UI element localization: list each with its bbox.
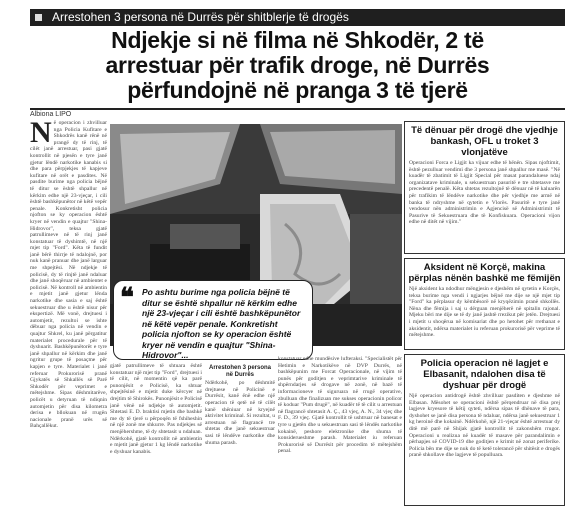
sidebar-story-elbasan (404, 354, 565, 506)
article-column-2: gjatë patrullimeve të shtuara është konstatuar një mjet tip "Ford", drejtuesi i të cilit, në momentin që ka parë punonjësit e Policisë, ka shtuar shpejtësinë e mjetit duke kërcyer në drejtim të Shirokës. Punonjësit e Policisë janë vënë në ndjekje të automjetit. Shtetasi E. D. braktisi mjetin dhe bashkë me dy të tjerë u përpoqën të fshiheshin në një zonë me shkurre. Pas ndjekjes së menjëhershme, të dy shtetasit u ndaluan. Ndërkohë, gjatë kontrollit në ambientin e mjetit janë gjetur 1 kg lëndë narkotike e dyshuar kanabis. (110, 363, 202, 455)
article-column-3 (205, 363, 275, 506)
headline (30, 28, 565, 106)
pull-quote-text: Po ashtu burime nga policia bëjnë të ditur se është shpallur në kërkim edhe një 23-vjeçar i cili është bashkëpunëtor në këtë vepër penale. Konkretisht policia njofton se ky operacion është kryer në vendin e quajtur "Shina-Hidrovor"... (142, 287, 301, 360)
headline-line: përfundojnë në pranga 3 të tjerë (127, 77, 468, 103)
article-text: Ndërkohë, po dëshmitë drejtuese në Policinë e Durrësit, kanë ënë edhe një operacion të qetë në të cilët kanë shëniuar në kryejnë aktivitet kriminal. Si rezultat, u arrestuan në flagrancë tre shtetas dhe janë sekuestruar sasi të lëndëve narkotike dhe shuma parash. (205, 380, 275, 446)
bullet-square-icon (35, 14, 42, 21)
byline: Albiona LIPO (30, 111, 72, 118)
sidebar-story-title: Aksident në Korçë, makina përplas nënën bashkë me fëmijën (408, 262, 561, 284)
sidebar-story-body: Operacioni Forca e Ligjit ka vijuar edhe të hënën. Sipas njoftimit, është pezulluar vendimi dhe 3 persona janë shpallur me masë. "Në kuadër të zbatimit të Ligjit Special për masat parandaluese ndaj organizatave kriminale, u sekuestruan pasuritë e tre shtetasve me precedentë penalë. Këta shtetas rezultojnë të dënuar në të kaluarën për trafikim të lëndëve narkotike dhe për vjedhje me armë në banka të ndryshme në qytetin e Vlorës. Pasuritë e tyre janë vendosur nën administrimin e Agjencisë së Administrimit të Pasurive të Sekuestruara dhe të Konfiskuara. Operacioni vijon edhe në ditët në vijim." (409, 160, 560, 226)
article-text: ë operacion i zhvilluar nga Policia Kufitare e Shkodrës kanë rënë në prangë dy të rinj, të cilët janë arrestuar, pasi gjatë kontrollit në pjesën e tyre janë gjetur lëndë narkotike kanabis si dhe para përpjekjes të kapjeve kufitare në orët e pasdites. Në pasdite burime nga policia bëjnë të ditur se është shpallur në kërkim edhe një 23-vjeçar, i cili është bashkëpunëtor në këtë vepër penale. Konkretisht policia njofton se ky operacion është kryer në vendin e quajtur "Shina-Hidrovor", teksa gjatë patrullimeve në të rinj janë konstatuar të dyshimtë, në një mjet tip "Ford". Këta të fundit janë bërë thirrje të ndalojnë, por nuk kanë pranuar dhe janë larguar me shpejtësi. Në ndjekje të policisë, dy të rinjtë janë ndaluar dhe janë shoqëruar në ambientet e policisë. Në kontroll në ambientin e mjetit janë gjetur lënda narkotike dhe sasia e saj është sekuestruar dhe u është nisur për ekspertizë. Më vonë, drejtuesi i automjetit, rezultoi se ishte dëbuar nga policia në vendin e quajtur Shkrel, ku janë përgatitur materialet procedurale për të dyshuarit. Bashkëpunëtorët e tyre janë shpallur në kërkim dhe janë ngritur grupe të posaçme për kapjen e tyre. Materialet i janë referuar Prokurorisë pranë Gjykatës së Shkallës së Parë Shkodër për veprimet e mëtejshme. Sipas dëshmitarëve, policët u detyruan të ndiqnin automjetin për disa kilometra derisa e bllokuan në rrugën nacionale pranë urës së Bahçallëkut. (30, 120, 107, 430)
kicker-text: Arrestohen 3 persona në Durrës për shitblerje të drogës (52, 10, 349, 24)
pull-quote (113, 280, 313, 360)
headline-rule (30, 108, 565, 110)
sidebar-story-vlore (404, 121, 565, 254)
sidebar-story-korce (404, 258, 565, 350)
sidebar-story-body: Një operacion antidrogë është zhvilluar pasditen e djeshme në Elbasan. Mësohet se operacioni është përqendruar në disa prej lagjeve kryesore të këtij qyteti, ndërsa sipas të dhënave të para, dyshohet se janë disa persona të ndaluar, ndërsa janë sekuestruar 1 kg heroinë dhe kokainë. Ndërkohë, një 21-vjeçar është arrestuar dy ditë më parë në Shijak gjatë kontrollit të zakonshëm rrugor. Operacioni u realizua në kuadër të masave për parandalimin e përhapjes së COVID-19 dhe goditjen e krimit në zonat periferike. Policia bën me dije se nuk do të ketë tolerancë për shitësit e drogës pranë shkollave dhe lagjeve të populluara. (409, 393, 560, 459)
kicker-bar (30, 9, 565, 26)
article-column-4: konstatuar edhe mundësive lufteraksi. "Specialistët për Hetimin e Narkotikëve në DVP Durrës, në bashkëpunim me Forcat Operacionale, në vijim të punës për goditjen e veprimtarive kriminale të shpërndarjes së drogave në zonë, në bazë të informacioneve të siguruara në rrugë operative, zbulluan dhe finalizuan me sukses operacionin policor të koduar "Pum drugë", në kuadër të të cilit u arrestuan në flagrancë shtetasit A. Ç., 43 vjeç, A. N., 34 vjeç dhe F. D., 39 vjeç. Gjatë kontrollit të ushtruar në banesat e tyre u gjetën dhe u sekuestruan sasi të lëndës narkotike kokainë, peshore elektronike dhe shuma të konsiderueshme parash. Materialet iu referuan Prokurorisë së Durrësit për procedim të mëtejshëm penal. (278, 356, 402, 455)
headline-line: arrestuar për trafik droge, në Durrës (105, 52, 490, 78)
sidebar-story-title: Policia operacion në lagjet e Elbasanit, ndalohen disa të dyshuar për drogë (420, 358, 549, 391)
article-column-1 (30, 120, 107, 506)
quote-icon: ❝ (120, 282, 134, 312)
headline-line: Ndjekje si në filma në Shkodër, 2 të (111, 27, 484, 53)
sidebar-story-body: Një aksident ka ndodhur mëngjesin e djeshëm në qytetin e Korçës, teksa burime nga vendi i ngjarjes bëjnë me dije se një mjet tip "Ford" ka përplasur dy këmbësorë në kryqëzimin pranë shkollës. Nëna dhe fëmija i saj u dërguan menjëherë në spitalin rajonal. Mjeku bëri me dije se të dy janë jashtë rrezikut për jetën. Drejtuesi i mjetit u shoqërua në komisariat dhe po hetohet për rrethanat e aksidentit, ndërsa materialet iu referuan prokurorisë për veprime të mëtejshme. (409, 286, 560, 339)
sidebar-story-title: Të dënuar për drogë dhe vjedhje bankash, OFL u troket 3 vlonjatëve (411, 125, 558, 158)
dropcap: N (30, 120, 52, 149)
article-subhead: Arrestohen 3 persona në Durrës (208, 365, 272, 378)
